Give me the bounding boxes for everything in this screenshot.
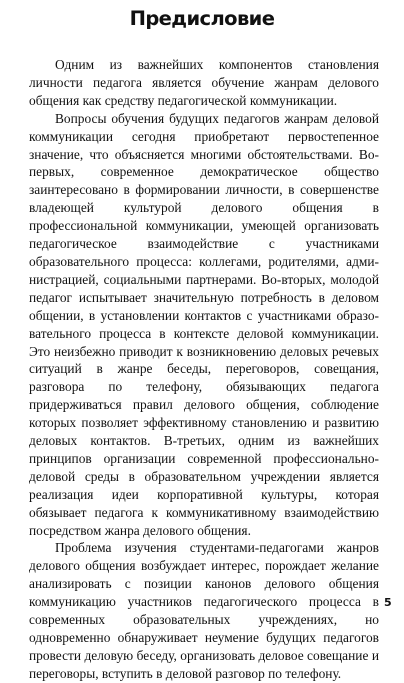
page-number: 5 xyxy=(384,596,392,609)
paragraph-1: Одним из важнейших компонентов становления личности педагога является обучение жанрам делового общения как средству педагогической коммуникации. xyxy=(29,57,379,108)
page-title: Предисловие xyxy=(129,7,275,30)
body-text xyxy=(29,56,379,683)
paragraph-2: Вопросы обучения будущих педагогов жанрам деловой коммуникации сегодня приобретают первостепенное значение, что объясняется многими обстоятельствами. Во-первых, современное демократическое общество заинтересовано в формировании личности, в совершенстве владеющей культурой делового общения в профессиональной коммуникации, умеющей организовать педагогическое взаимодействие с участниками образовательного процесса: коллегами, родителями, администрацией, социальными партнерами. Во-вторых, молодой педагог испытывает значительную потребность в деловом общении, в установлении контактов с участниками образовательного процесса в контексте деловой коммуникации. Это неизбежно приводит к возникновению деловых речевых ситуаций в жанре беседы, переговоров, совещания, разговора по телефону, обязывающих педагога придерживаться правил делового общения, соблюдение которых позволяет эффективному становлению и развитию деловых контактов. В-третьих, одним из важнейших принципов организации современной профессионально-деловой среды в образовательном учреждении является реализация идеи корпоративной культуры, которая обязывает педагога к коммуникативному взаимодействию посредством жанра делового общения. xyxy=(29,110,379,538)
paragraph-3: Проблема изучения студентами-педагогами жанров делового общения возбуждает интерес, порождает желание анализировать с позиции канонов делового общения коммуникацию участников педагогического процесса в современных образовательных учреждениях, но одновременно обнаруживает неумение будущих педагогов провести деловую беседу, организовать деловое совещание и переговоры, вступить в деловой разговор по телефону. xyxy=(29,540,379,681)
